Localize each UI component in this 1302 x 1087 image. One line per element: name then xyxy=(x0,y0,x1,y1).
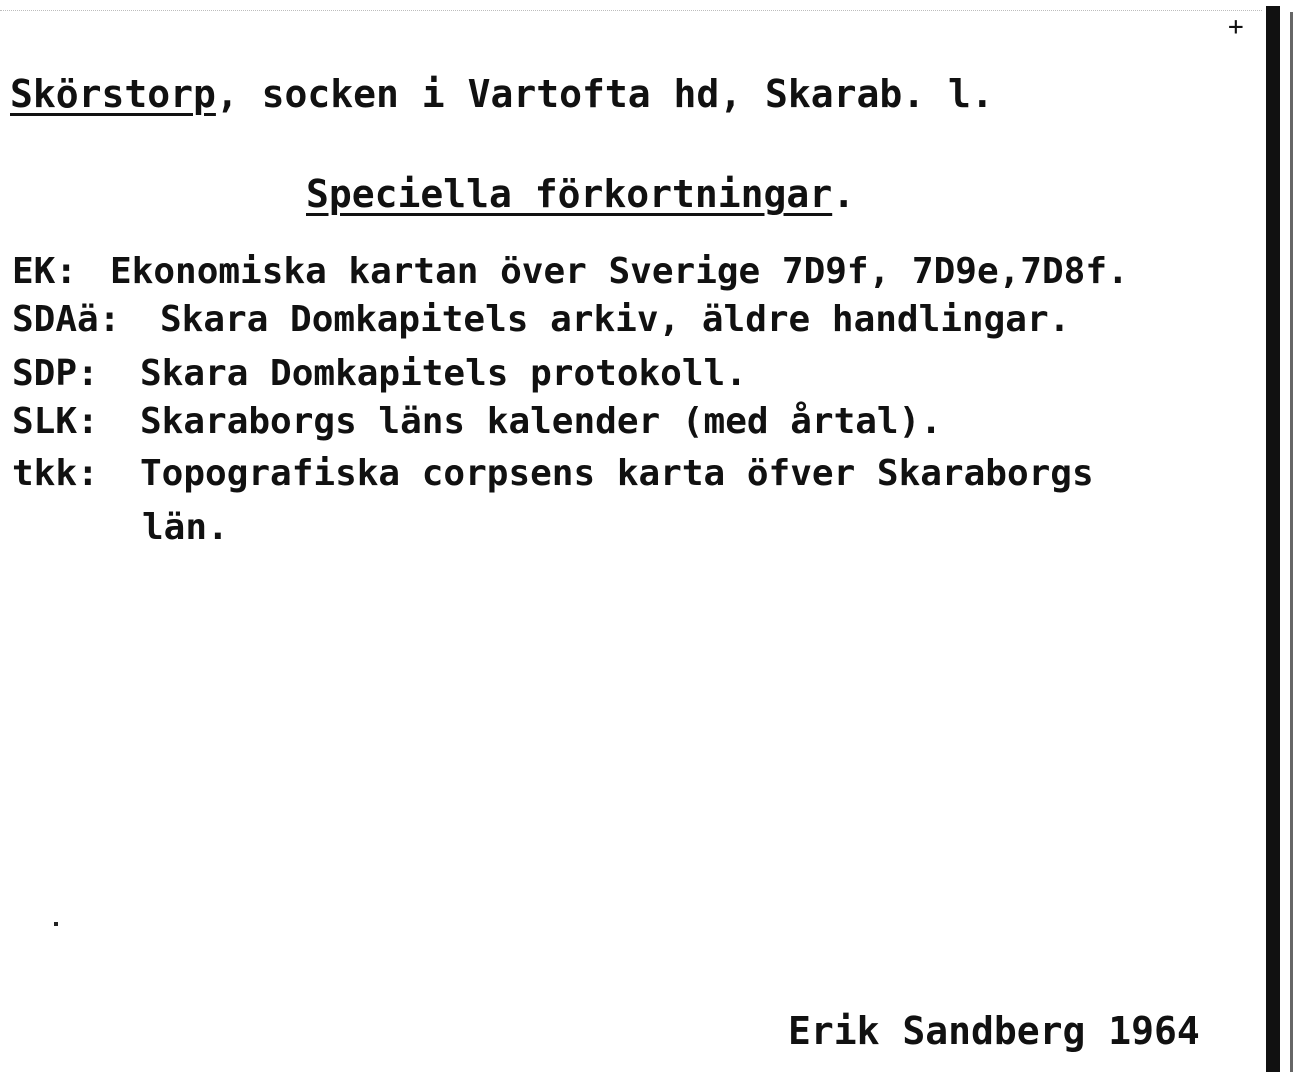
abbreviation-continuation: län. xyxy=(142,507,229,548)
card-heading xyxy=(10,72,994,116)
section-title xyxy=(306,172,855,216)
stray-dot xyxy=(54,922,58,926)
corner-mark: + xyxy=(1228,12,1244,42)
abbreviation-key: tkk: xyxy=(12,453,99,494)
abbreviation-text: Ekonomiska kartan över Sverige 7D9f, 7D9e,7D8f. xyxy=(110,251,1129,292)
abbreviation-row xyxy=(12,398,942,446)
abbreviation-key: SDP: xyxy=(12,353,99,394)
abbreviation-key: EK: xyxy=(12,251,78,292)
card-top-edge xyxy=(0,10,1262,12)
place-name: Skörstorp xyxy=(10,72,216,116)
section-title-text: Speciella förkortningar xyxy=(306,172,833,216)
abbreviation-row xyxy=(12,450,1094,498)
abbreviation-text: Skara Domkapitels arkiv, äldre handlingar. xyxy=(160,299,1071,340)
abbreviation-text: Skara Domkapitels protokoll. xyxy=(140,353,747,394)
heading-rest: , socken i Vartofta hd, Skarab. l. xyxy=(215,72,994,116)
abbreviation-text: Skaraborgs läns kalender (med årtal). xyxy=(140,401,942,442)
abbreviation-key: SLK: xyxy=(12,401,99,442)
abbreviation-row xyxy=(12,248,1129,296)
abbreviation-row xyxy=(12,350,747,398)
card-right-shadow xyxy=(1290,12,1293,1072)
abbreviation-row xyxy=(12,296,1070,344)
abbreviation-text: Topografiska corpsens karta öfver Skaraborgs xyxy=(140,453,1094,494)
abbreviation-key: SDAä: xyxy=(12,299,121,340)
signature: Erik Sandberg 1964 xyxy=(788,1009,1200,1053)
card-right-edge xyxy=(1266,6,1280,1072)
section-title-end: . xyxy=(832,172,856,216)
